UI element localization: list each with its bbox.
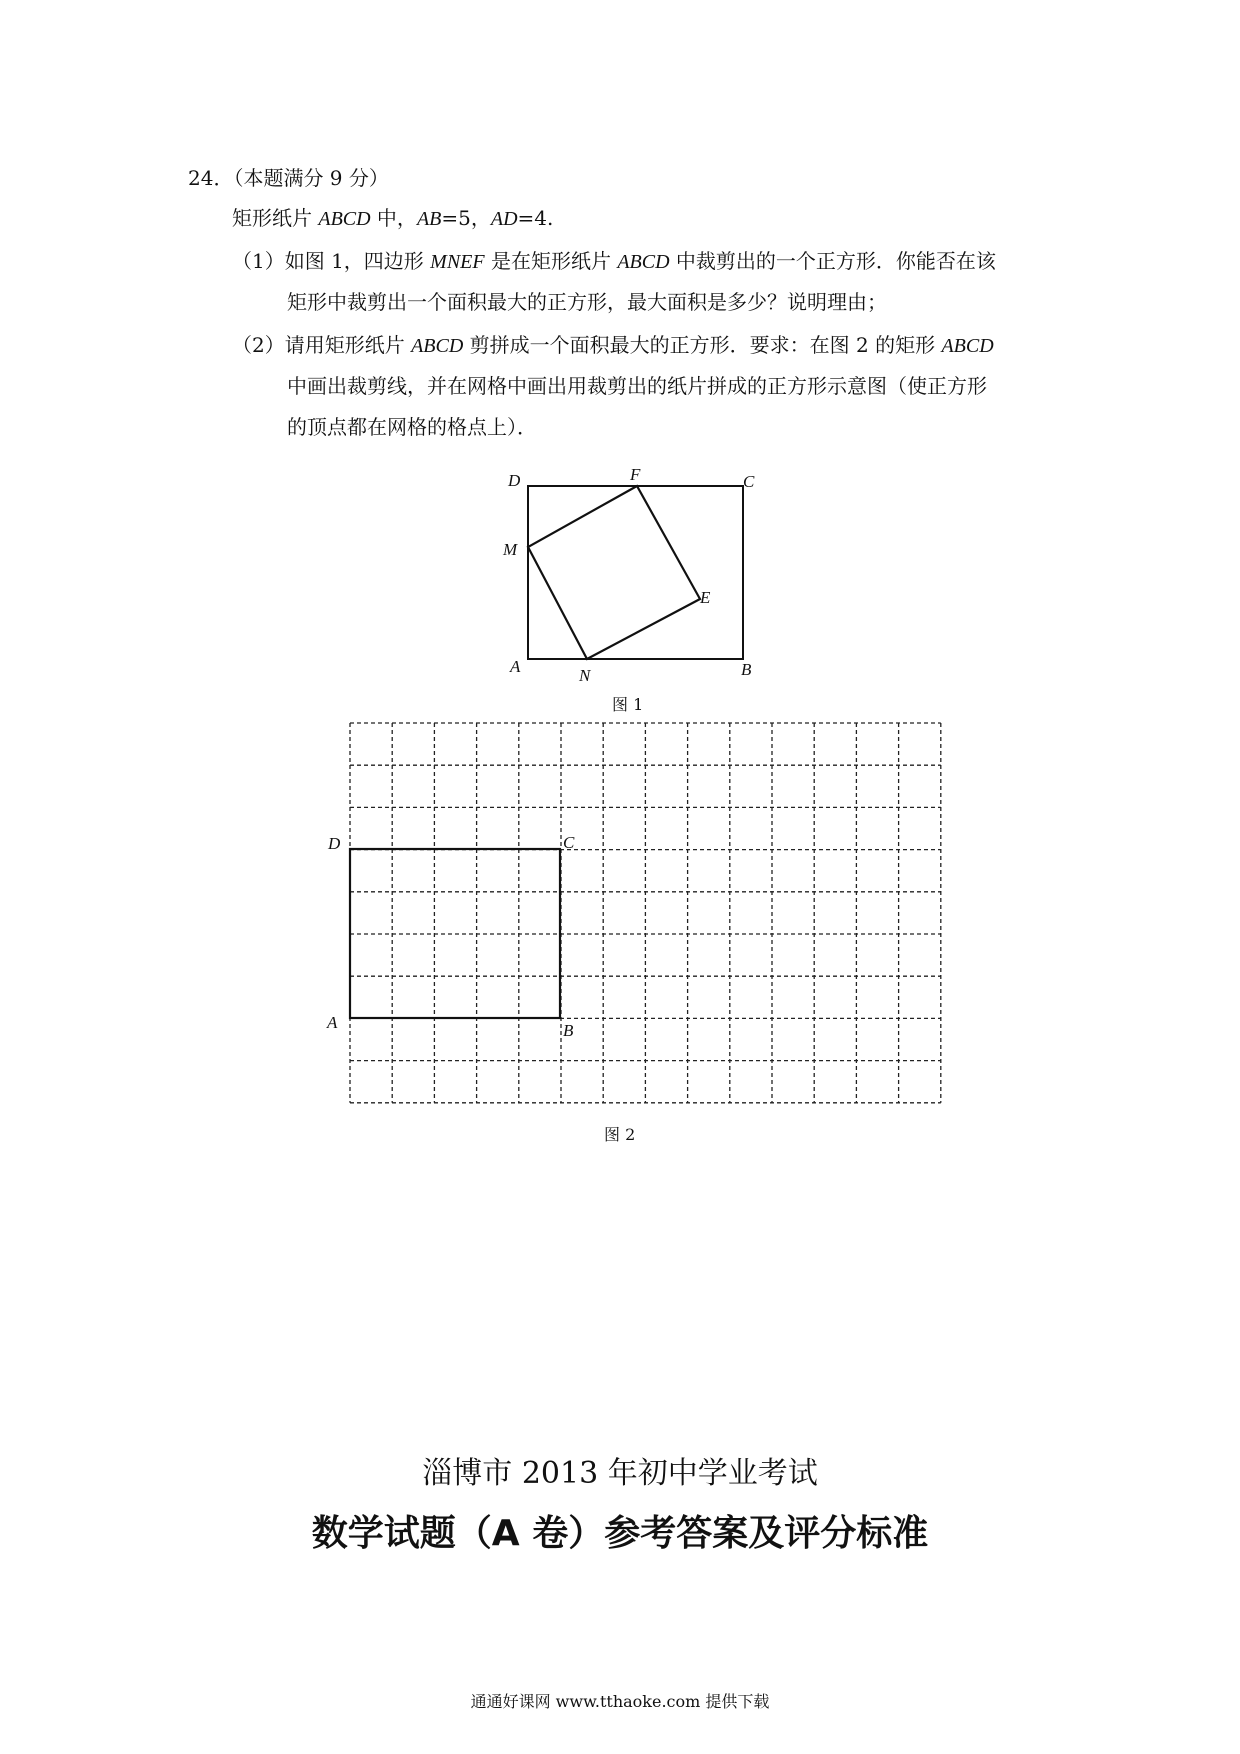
question-intro: 矩形纸片 ABCD 中，AB=5，AD=4. (232, 206, 554, 230)
part1-line2: 矩形中裁剪出一个面积最大的正方形，最大面积是多少？说明理由； (287, 290, 887, 314)
fig1-label-m: M (503, 540, 518, 559)
fig2-label-a: A (327, 1013, 338, 1032)
fig1-label-f: F (630, 465, 641, 484)
answer-subtitle: 数学试题（A 卷）参考答案及评分标准 (311, 1513, 929, 1554)
part2-line3: 的顶点都在网格的格点上）． (287, 415, 537, 439)
fig1-label-b: B (741, 660, 752, 679)
score-note: （本题满分 9 分） (233, 166, 389, 190)
fig2-label-b: B (563, 1021, 574, 1040)
fig2-label-c: C (563, 833, 575, 852)
part2-line2: 中画出裁剪线，并在网格中画出用裁剪出的纸片拼成的正方形示意图（使正方形 (287, 374, 987, 398)
figure-1-drawing (0, 0, 1240, 720)
answer-title: 淄博市 2013 年初中学业考试 (422, 1456, 818, 1491)
figure-1 (0, 0, 1240, 720)
dashed-grid (350, 723, 941, 1103)
fig1-label-c: C (743, 472, 755, 491)
part2-line1: （2）请用矩形纸片 ABCD 剪拼成一个面积最大的正方形．要求：在图 2 的矩形 ABCD (232, 333, 994, 357)
part1-line1: （1）如图 1，四边形 MNEF 是在矩形纸片 ABCD 中裁剪出的一个正方形．你能否在该 (232, 249, 996, 273)
fig1-label-a: A (510, 657, 521, 676)
fig1-label-n: N (579, 666, 591, 685)
fig2-label-d: D (328, 834, 341, 853)
footer-source: 通通好课网 www.tthaoke.com 提供下载 (470, 1692, 770, 1711)
figure-1-caption: 图 1 (612, 695, 644, 714)
square-mnef (528, 486, 700, 659)
fig1-label-e: E (700, 588, 711, 607)
fig1-label-d: D (508, 471, 521, 490)
figure-2 (0, 720, 1240, 1144)
question-number: 24． (188, 166, 234, 190)
figure-2-caption: 图 2 (604, 1125, 636, 1144)
figure-2-drawing (0, 720, 1240, 1140)
